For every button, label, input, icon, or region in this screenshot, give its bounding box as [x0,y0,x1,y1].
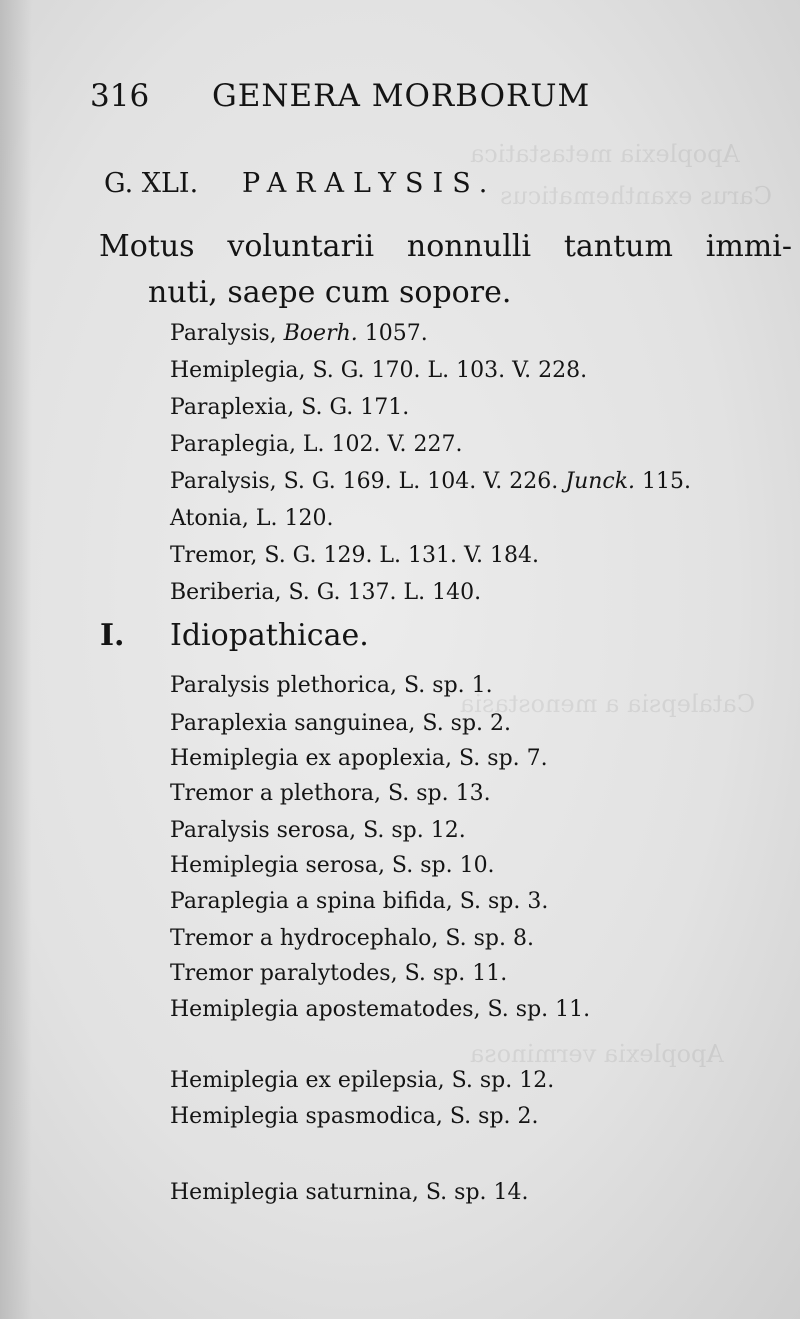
show-through-decoration: Apoplexia verminosa [470,1040,724,1068]
page-spine-shadow [0,0,32,1319]
definition-word: immi- [705,229,792,264]
section-number: I. [100,618,125,653]
show-through-decoration: Carus exanthematicus [500,182,772,210]
synonym-line: Beriberia, S. G. 137. L. 140. [170,580,482,605]
definition-word: tantum [563,229,673,264]
section-title: Idiopathicae. [170,618,369,653]
synonym-line: Atonia, L. 120. [170,506,334,531]
definition-line-2: nuti, saepe cum sopore. [148,275,512,310]
synonym-line: Tremor, S. G. 129. L. 131. V. 184. [170,543,540,568]
show-through-decoration: Catalepsia a menostasia [460,690,756,718]
species-line: Hemiplegia saturnina, S. sp. 14. [170,1180,529,1205]
species-line: Hemiplegia spasmodica, S. sp. 2. [170,1104,539,1129]
synonym-text: Paralysis, [170,321,284,346]
synonym-line: Paraplegia, L. 102. V. 227. [170,432,463,457]
synonym-line: Hemiplegia, S. G. 170. L. 103. V. 228. [170,358,588,383]
species-line: Hemiplegia serosa, S. sp. 10. [170,853,495,878]
species-line: Hemiplegia ex epilepsia, S. sp. 12. [170,1068,555,1093]
synonym-author: Boerh. [283,321,358,346]
species-line: Paralysis serosa, S. sp. 12. [170,818,466,843]
synonym-ref: 1057. [357,321,428,346]
running-title: GENERA MORBORUM [212,78,591,114]
species-line: Paraplexia sanguinea, S. sp. 2. [170,711,512,736]
synonym-author: Junck. [565,469,636,494]
synonym-line [170,321,428,346]
species-line: Paralysis plethorica, S. sp. 1. [170,673,493,698]
genus-name: PARALYSIS. [242,168,497,199]
definition-word: nonnulli [406,229,532,264]
species-line: Paraplegia a spina bifida, S. sp. 3. [170,889,549,914]
species-line: Tremor a hydrocephalo, S. sp. 8. [170,926,534,951]
species-line: Hemiplegia ex apoplexia, S. sp. 7. [170,746,548,771]
definition-word: Motus [99,229,195,264]
synonym-ref: 115. [635,469,692,494]
page-number: 316 [90,78,150,114]
genus-number: G. XLI. [104,168,199,199]
species-line: Hemiplegia apostematodes, S. sp. 11. [170,997,591,1022]
show-through-decoration: Apoplexia metastatica [470,140,740,168]
synonym-text: Paralysis, S. G. 169. L. 104. V. 226. [170,469,566,494]
species-line: Tremor paralytodes, S. sp. 11. [170,961,508,986]
synonym-line [170,469,691,494]
species-line: Tremor a plethora, S. sp. 13. [170,781,491,806]
definition-line-1 [99,229,792,264]
definition-word: voluntarii [227,229,375,264]
synonym-line: Paraplexia, S. G. 171. [170,395,410,420]
